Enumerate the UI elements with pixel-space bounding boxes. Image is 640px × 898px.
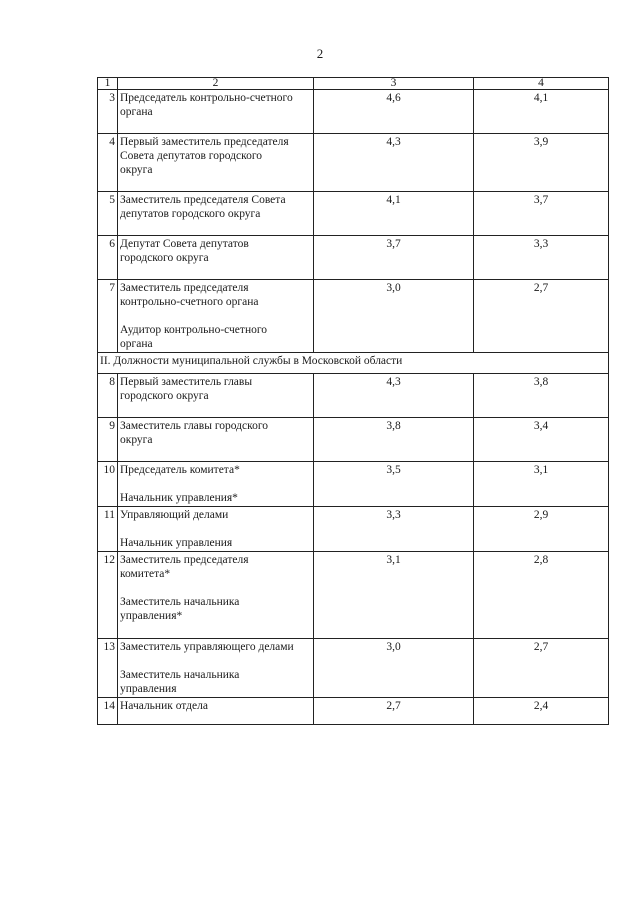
row-number: 14 (98, 698, 118, 725)
section-header-row (98, 353, 609, 374)
coefficient-col3: 4,3 (314, 134, 474, 192)
position-title (118, 418, 314, 462)
position-title-line: контрольно-счетного органа (120, 296, 259, 308)
coefficient-col4: 4,1 (474, 90, 609, 134)
row-number: 4 (98, 134, 118, 192)
coefficient-col4: 2,4 (474, 698, 609, 725)
table-header-row (98, 78, 609, 90)
position-title (118, 236, 314, 280)
row-number: 11 (98, 507, 118, 552)
coefficient-col4: 3,1 (474, 462, 609, 507)
position-title-line: депутатов городского округа (120, 208, 261, 220)
row-number: 10 (98, 462, 118, 507)
coefficient-col3: 3,8 (314, 418, 474, 462)
position-title-line: Совета депутатов городского (120, 150, 263, 162)
position-title-line: органа (120, 338, 153, 350)
table-row (98, 698, 609, 725)
row-number: 9 (98, 418, 118, 462)
position-title (118, 374, 314, 418)
position-title (118, 507, 314, 552)
table-row (98, 462, 609, 507)
position-title (118, 90, 314, 134)
position-title-line: Заместитель председателя (120, 282, 249, 294)
coefficient-col3: 3,0 (314, 639, 474, 698)
position-title-line: Заместитель председателя Совета (120, 194, 286, 206)
coefficient-col3: 3,7 (314, 236, 474, 280)
position-title-line: Заместитель начальника (120, 669, 240, 681)
table-row (98, 192, 609, 236)
position-title-line: Заместитель начальника (120, 596, 240, 608)
header-cell-2: 2 (118, 78, 314, 90)
position-title (118, 134, 314, 192)
section-title: II. Должности муниципальной службы в Московской области (98, 353, 609, 374)
row-number: 5 (98, 192, 118, 236)
row-number: 13 (98, 639, 118, 698)
coefficient-col4: 3,8 (474, 374, 609, 418)
position-title-line: Начальник отдела (120, 700, 208, 712)
position-title-line: комитета* (120, 568, 171, 580)
coefficient-col3: 4,3 (314, 374, 474, 418)
table-row (98, 552, 609, 639)
page-number: 2 (316, 46, 324, 61)
position-title-line: Первый заместитель председателя (120, 136, 289, 148)
coefficient-col4: 3,9 (474, 134, 609, 192)
row-number: 6 (98, 236, 118, 280)
row-number: 3 (98, 90, 118, 134)
table-row (98, 236, 609, 280)
position-title-line: управления* (120, 610, 183, 622)
position-title-line: Председатель контрольно-счетного (120, 92, 293, 104)
coefficient-col4: 3,4 (474, 418, 609, 462)
position-title-line: округа (120, 434, 153, 446)
row-number: 12 (98, 552, 118, 639)
position-title-line: городского округа (120, 252, 209, 264)
header-cell-3: 3 (314, 78, 474, 90)
coefficient-col4: 3,3 (474, 236, 609, 280)
position-title-line: Заместитель главы городского (120, 420, 269, 432)
position-title (118, 552, 314, 639)
position-title (118, 192, 314, 236)
coefficient-col4: 2,7 (474, 639, 609, 698)
position-title-line: Начальник управления (120, 537, 233, 549)
coefficient-col4: 2,8 (474, 552, 609, 639)
position-title-line: округа (120, 164, 153, 176)
coefficient-col3: 4,1 (314, 192, 474, 236)
position-title-line: Депутат Совета депутатов (120, 238, 249, 250)
table-row (98, 507, 609, 552)
position-title (118, 280, 314, 353)
coefficient-col3: 3,0 (314, 280, 474, 353)
coefficient-col3: 2,7 (314, 698, 474, 725)
row-number: 7 (98, 280, 118, 353)
position-title-line: Управляющий делами (120, 509, 229, 521)
table-row (98, 418, 609, 462)
table-row (98, 280, 609, 353)
header-cell-4: 4 (474, 78, 609, 90)
table-row (98, 134, 609, 192)
position-title-line: Первый заместитель главы (120, 376, 253, 388)
position-title-line: городского округа (120, 390, 209, 402)
coefficient-col3: 3,5 (314, 462, 474, 507)
position-title-line: Начальник управления* (120, 492, 238, 504)
salary-coefficient-table (97, 77, 609, 725)
row-number: 8 (98, 374, 118, 418)
table-row (98, 90, 609, 134)
table-row (98, 374, 609, 418)
coefficient-col4: 3,7 (474, 192, 609, 236)
position-title-line: Заместитель управляющего делами (120, 641, 294, 653)
coefficient-col3: 3,3 (314, 507, 474, 552)
position-title-line: органа (120, 106, 153, 118)
coefficient-col3: 3,1 (314, 552, 474, 639)
coefficient-col4: 2,7 (474, 280, 609, 353)
position-title-line: Председатель комитета* (120, 464, 240, 476)
position-title-line: Аудитор контрольно-счетного (120, 324, 268, 336)
position-title (118, 462, 314, 507)
position-title-line: Заместитель председателя (120, 554, 249, 566)
coefficient-col3: 4,6 (314, 90, 474, 134)
table-row (98, 639, 609, 698)
coefficient-col4: 2,9 (474, 507, 609, 552)
position-title (118, 639, 314, 698)
position-title-line: управления (120, 683, 177, 695)
header-cell-1: 1 (98, 78, 118, 90)
position-title (118, 698, 314, 725)
